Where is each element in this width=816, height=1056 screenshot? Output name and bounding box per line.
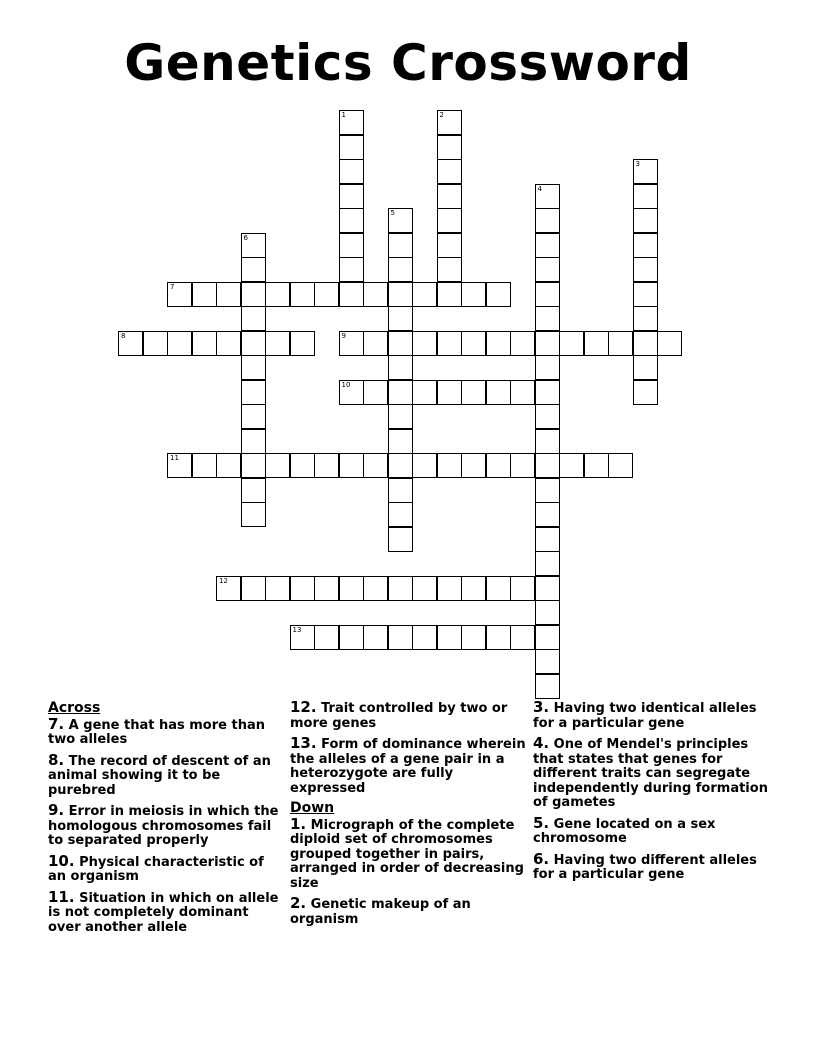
clue-number: 12 [219, 576, 228, 585]
grid-cell[interactable] [535, 478, 560, 503]
grid-cell[interactable] [388, 233, 413, 258]
grid-cell[interactable] [241, 306, 266, 331]
grid-cell[interactable] [241, 380, 266, 405]
grid-cell[interactable] [461, 331, 486, 356]
grid-cell[interactable] [437, 184, 462, 209]
grid-cell[interactable] [339, 331, 364, 356]
across-clue-9: 9. Error in meiosis in which the homologous chromosomes fail to separated properly [48, 801, 279, 848]
grid-cell[interactable] [388, 331, 413, 356]
down-heading: Down [290, 800, 335, 816]
clue-number: 1 [341, 111, 346, 119]
grid-cell[interactable] [290, 453, 315, 478]
grid-cell[interactable] [388, 576, 413, 601]
grid-cell[interactable] [535, 233, 560, 258]
grid-cell[interactable] [241, 502, 266, 527]
grid-cell[interactable] [339, 208, 364, 233]
grid-cell[interactable] [633, 257, 658, 282]
grid-cell[interactable] [265, 576, 290, 601]
grid-cell[interactable] [535, 502, 560, 527]
grid-cell[interactable] [241, 404, 266, 429]
grid-cell[interactable] [118, 331, 143, 356]
grid-cell[interactable] [314, 282, 339, 307]
grid-cell[interactable] [633, 208, 658, 233]
grid-cell[interactable] [412, 453, 437, 478]
grid-cell[interactable] [633, 233, 658, 258]
across-heading: Across [48, 700, 101, 716]
clue-number: 6 [243, 233, 248, 242]
grid-cell[interactable] [388, 257, 413, 282]
grid-cell[interactable] [535, 453, 560, 478]
clue-column-3 [533, 700, 773, 888]
grid-cell[interactable] [241, 282, 266, 307]
clue-column-1 [48, 700, 284, 940]
grid-cell[interactable] [608, 331, 633, 356]
down-clue-6: 6. Having two different alleles for a particular gene [533, 849, 757, 882]
grid-cell[interactable] [167, 331, 192, 356]
grid-cell[interactable] [633, 159, 658, 184]
grid-cell[interactable] [339, 184, 364, 209]
grid-cell[interactable] [314, 576, 339, 601]
grid-cell[interactable] [388, 404, 413, 429]
grid-cell[interactable] [216, 282, 241, 307]
grid-cell[interactable] [412, 282, 437, 307]
grid-cell[interactable] [437, 110, 462, 135]
grid-cell[interactable] [608, 453, 633, 478]
grid-cell[interactable] [535, 625, 560, 650]
clue-number: 4 [537, 184, 542, 193]
grid-cell[interactable] [412, 625, 437, 650]
grid-cell[interactable] [388, 527, 413, 552]
down-clue-5: 5. Gene located on a sex chromosome [533, 813, 716, 846]
grid-cell[interactable] [535, 576, 560, 601]
grid-cell[interactable] [559, 331, 584, 356]
across-clue-8: 8. The record of descent of an animal showing it to be purebred [48, 750, 271, 798]
grid-cell[interactable] [461, 625, 486, 650]
grid-cell[interactable] [192, 453, 217, 478]
grid-cell[interactable] [241, 453, 266, 478]
grid-cell[interactable] [388, 478, 413, 503]
grid-cell[interactable] [388, 208, 413, 233]
grid-cell[interactable] [241, 257, 266, 282]
grid-cell[interactable] [314, 625, 339, 650]
grid-cell[interactable] [437, 159, 462, 184]
grid-cell[interactable] [167, 453, 192, 478]
grid-cell[interactable] [388, 453, 413, 478]
grid-cell[interactable] [339, 135, 364, 160]
grid-cell[interactable] [339, 257, 364, 282]
grid-cell[interactable] [535, 331, 560, 356]
grid-cell[interactable] [584, 331, 609, 356]
clue-number: 13 [292, 625, 302, 634]
grid-cell[interactable] [437, 576, 462, 601]
grid-cell[interactable] [363, 282, 388, 307]
grid-cell[interactable] [363, 331, 388, 356]
grid-cell[interactable] [535, 429, 560, 454]
grid-cell[interactable] [143, 331, 168, 356]
grid-cell[interactable] [290, 576, 315, 601]
grid-cell[interactable] [510, 331, 535, 356]
grid-cell[interactable] [437, 233, 462, 258]
across-clue-12: 12. Trait controlled by two or more genes [290, 698, 508, 731]
grid-cell[interactable] [388, 625, 413, 650]
grid-cell[interactable] [363, 576, 388, 601]
grid-cell[interactable] [339, 159, 364, 184]
grid-cell[interactable] [535, 380, 560, 405]
grid-cell[interactable] [510, 625, 535, 650]
grid-cell[interactable] [535, 600, 560, 625]
grid-cell[interactable] [633, 184, 658, 209]
grid-cell[interactable] [241, 478, 266, 503]
grid-cell[interactable] [633, 380, 658, 405]
grid-cell[interactable] [437, 257, 462, 282]
grid-cell[interactable] [265, 282, 290, 307]
across-clue-11: 11. Situation in which on allele is not completely dominant over another allele [48, 887, 279, 935]
grid-cell[interactable] [486, 625, 511, 650]
clue-number: 3 [635, 160, 640, 168]
grid-cell[interactable] [510, 453, 535, 478]
grid-cell[interactable] [461, 380, 486, 405]
grid-cell[interactable] [339, 282, 364, 307]
grid-cell[interactable] [437, 380, 462, 405]
grid-cell[interactable] [412, 576, 437, 601]
across-clue-10: 10. Physical characteristic of an organism [48, 851, 264, 884]
down-clue-2: 2. Genetic makeup of an organism [290, 894, 471, 927]
down-clue-3: 3. Having two identical alleles for a particular gene [533, 698, 757, 731]
grid-cell[interactable] [339, 453, 364, 478]
grid-cell[interactable] [510, 380, 535, 405]
grid-cell[interactable] [363, 453, 388, 478]
grid-cell[interactable] [216, 453, 241, 478]
grid-cell[interactable] [192, 282, 217, 307]
grid-cell[interactable] [241, 576, 266, 601]
grid-cell[interactable] [535, 527, 560, 552]
grid-cell[interactable] [559, 453, 584, 478]
grid-cell[interactable] [437, 135, 462, 160]
grid-cell[interactable] [363, 380, 388, 405]
grid-cell[interactable] [241, 355, 266, 380]
page-title: Genetics Crossword [124, 34, 692, 92]
grid-cell[interactable] [412, 380, 437, 405]
grid-cell[interactable] [241, 331, 266, 356]
grid-cell[interactable] [437, 453, 462, 478]
grid-cell[interactable] [486, 380, 511, 405]
grid-cell[interactable] [339, 576, 364, 601]
grid-cell[interactable] [535, 184, 560, 209]
grid-cell[interactable] [265, 331, 290, 356]
grid-cell[interactable] [535, 674, 560, 699]
grid-cell[interactable] [461, 576, 486, 601]
grid-cell[interactable] [437, 208, 462, 233]
grid-cell[interactable] [388, 429, 413, 454]
grid-cell[interactable] [437, 625, 462, 650]
grid-cell[interactable] [290, 282, 315, 307]
grid-cell[interactable] [339, 233, 364, 258]
grid-cell[interactable] [241, 429, 266, 454]
grid-cell[interactable] [461, 453, 486, 478]
grid-cell[interactable] [633, 355, 658, 380]
grid-cell[interactable] [535, 355, 560, 380]
grid-cell[interactable] [437, 331, 462, 356]
grid-cell[interactable] [535, 257, 560, 282]
grid-cell[interactable] [486, 331, 511, 356]
grid-cell[interactable] [535, 208, 560, 233]
grid-cell[interactable] [388, 282, 413, 307]
grid-cell[interactable] [339, 380, 364, 405]
grid-cell[interactable] [192, 331, 217, 356]
grid-cell[interactable] [388, 502, 413, 527]
grid-cell[interactable] [535, 306, 560, 331]
grid-cell[interactable] [461, 282, 486, 307]
grid-cell[interactable] [657, 331, 682, 356]
grid-cell[interactable] [486, 453, 511, 478]
grid-cell[interactable] [241, 233, 266, 258]
clue-number: 5 [390, 209, 395, 217]
grid-cell[interactable] [339, 110, 364, 135]
clue-number: 10 [341, 380, 351, 389]
down-clue-1: 1. Micrograph of the complete diploid set of chromosomes grouped together in pairs, arranged in order of decreasing size [290, 814, 524, 891]
grid-cell[interactable] [584, 453, 609, 478]
grid-cell[interactable] [339, 625, 364, 650]
grid-cell[interactable] [633, 306, 658, 331]
grid-cell[interactable] [290, 331, 315, 356]
grid-cell[interactable] [486, 282, 511, 307]
clue-number: 9 [341, 331, 346, 340]
grid-cell[interactable] [265, 453, 290, 478]
grid-cell[interactable] [216, 576, 241, 601]
clue-number: 11 [170, 454, 179, 462]
grid-cell[interactable] [535, 404, 560, 429]
across-clue-7: 7. A gene that has more than two alleles [48, 714, 265, 747]
clue-number: 2 [439, 111, 444, 119]
clue-column-2 [290, 700, 526, 932]
grid-cell[interactable] [388, 306, 413, 331]
grid-cell[interactable] [167, 282, 192, 307]
grid-cell[interactable] [314, 453, 339, 478]
grid-cell[interactable] [290, 625, 315, 650]
grid-cell[interactable] [216, 331, 241, 356]
grid-cell[interactable] [388, 355, 413, 380]
grid-cell[interactable] [486, 576, 511, 601]
grid-cell[interactable] [363, 625, 388, 650]
grid-cell[interactable] [437, 282, 462, 307]
grid-cell[interactable] [535, 551, 560, 576]
across-clue-13: 13. Form of dominance wherein the alleles of a gene pair in a heterozygote are fully expressed [290, 734, 526, 796]
grid-cell[interactable] [510, 576, 535, 601]
grid-cell[interactable] [388, 380, 413, 405]
grid-cell[interactable] [535, 649, 560, 674]
clue-number: 8 [121, 331, 126, 340]
grid-cell[interactable] [535, 282, 560, 307]
grid-cell[interactable] [633, 331, 658, 356]
down-clue-4: 4. One of Mendel's principles that states that genes for different traits can segregate independently during formation of gametes [533, 734, 768, 810]
clue-number: 7 [170, 282, 175, 291]
grid-cell[interactable] [633, 282, 658, 307]
grid-cell[interactable] [412, 331, 437, 356]
